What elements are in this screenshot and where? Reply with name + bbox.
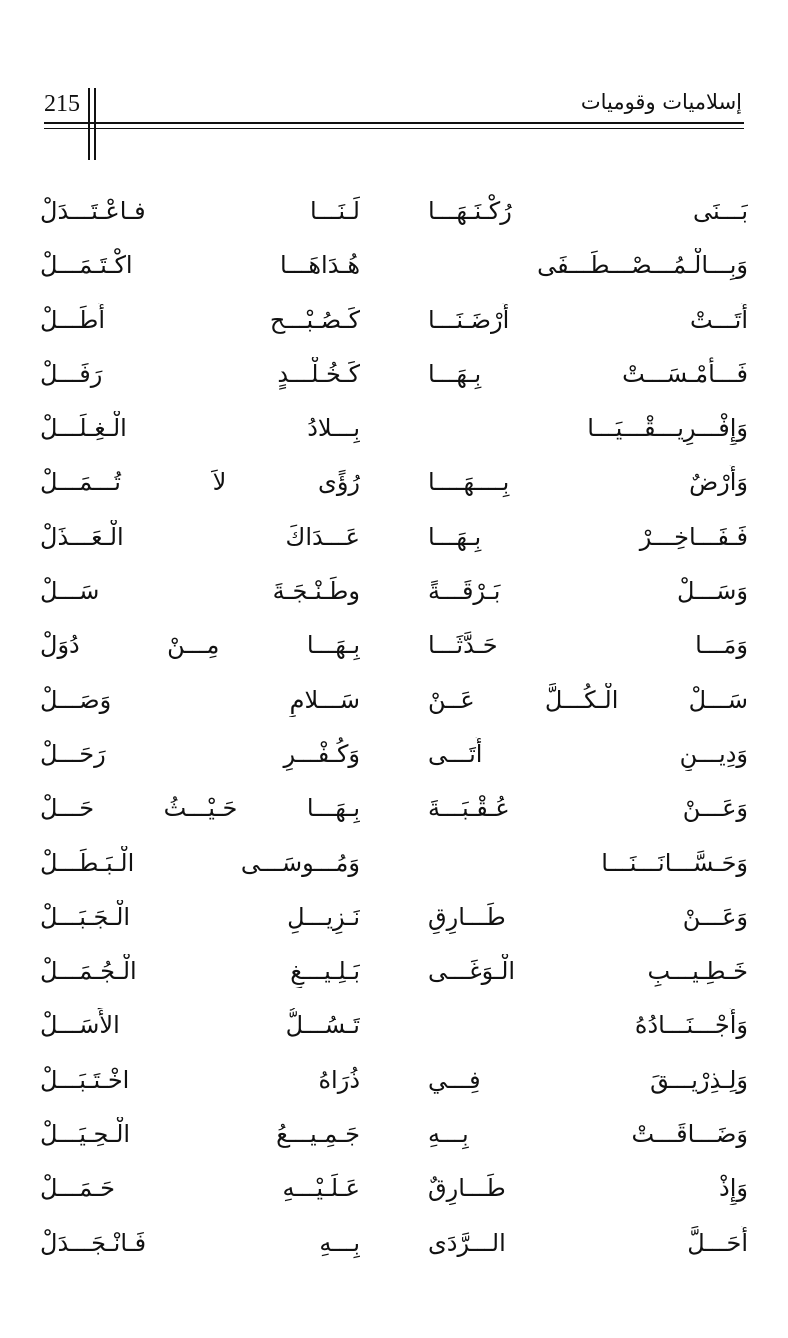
verse-line [40,188,748,242]
first-hemistich: وَأَرْضٌ بِــــهَــــا [428,468,748,497]
first-hemistich: وَعَـــنْ طَـــارِقٍ [428,902,748,931]
page-header [0,0,788,170]
second-hemistich: سَـــلامٍ وَصَـــلْ [40,685,360,714]
first-hemistich: وَعَـــنْ عُـقْـبَـــةَ [428,794,748,823]
second-hemistich: وَمُـــوسَـــى الْـبَـطَـــلْ [40,848,360,877]
second-hemistich: وطَـنْـجَـةَ سَـــلْ [40,577,360,606]
header-rule [44,122,744,129]
verse-line [40,242,748,296]
second-hemistich: نَـزِيـــلِ الْـجَـبَـــلْ [40,902,360,931]
first-hemistich: فَـفَـــاخِـــرْ بِـهَـــا [428,522,748,551]
second-hemistich: عَـلَـيْـــهِ حَـمَـــلْ [40,1174,360,1203]
second-hemistich: لَـنَـــا فـاعْـتَـــدَلْ [40,197,360,225]
verse-line [40,568,748,622]
verse-line [40,840,748,894]
second-hemistich: بَـلِـيـــغِ الْـجُـمَـــلْ [40,957,360,986]
verse-line [40,948,748,1002]
second-hemistich: عَـــدَاكَ الْـعَـــذَلْ [40,522,360,551]
first-hemistich: أَتَـــتْ أَرْضَـنَـــا [428,305,748,334]
header-vertical-rule [88,88,90,160]
first-hemistich: وَبِـــالْـمُـــصْـــطَـــفَى [537,251,748,280]
verse-line [40,785,748,839]
first-hemistich: وَأَجْـــنَـــادُهُ [634,1011,748,1040]
verse-line [40,894,748,948]
verse-line [40,1002,748,1056]
second-hemistich: جَـمِـيـــعُ الْـحِـيَـــلْ [40,1120,360,1149]
verse-line [40,1220,748,1274]
running-title: إسلاميات وقوميات [580,90,742,114]
first-hemistich: وَمَـــا حَـدَّثَـــا [428,631,748,660]
verse-line [40,1111,748,1165]
first-hemistich: فَـــأَمْـسَـــتْ بِـهَـــا [428,359,748,388]
second-hemistich: رُؤًى لاَ تُـــمَـــلْ [40,468,360,497]
first-hemistich: وَلِـذِرْيـــقَ فِـــي [428,1065,748,1094]
verse-line [40,1165,748,1219]
first-hemistich: وَإِفْـــرِيـــقْـــيَـــا [587,414,748,443]
second-hemistich: كَـصُـبْـــح أَطَـــلْ [40,305,360,334]
verse-line [40,622,748,676]
poem [40,188,748,1274]
first-hemistich: وَدِيـــنٍ أَتَـــى [428,739,748,768]
second-hemistich: كَـخُـلْـــدٍ رَفَـــلْ [40,359,360,388]
header-vertical-rule [94,88,96,160]
verse-line [40,459,748,513]
verse-line [40,677,748,731]
second-hemistich: بِـــلادُ الْـغِـلَـــلْ [40,414,360,443]
first-hemistich: وَضَـــاقَـــتْ بِـــهِ [428,1120,748,1149]
verse-line [40,405,748,459]
first-hemistich: سَـــلْ الْـكُـــلَّ عَــنْ [428,685,748,714]
first-hemistich: أَحَـــلَّ الـــرَّدَى [428,1228,748,1257]
verse-line [40,514,748,568]
first-hemistich: بَـــنَى رُكْـنَـهَـــا [428,197,748,225]
first-hemistich: وَإِذْ طَـــارِقٌ [428,1174,748,1203]
second-hemistich: ذُرَاهُ اخْـتَـبَـــلْ [40,1065,360,1094]
page-number: 215 [44,91,80,117]
first-hemistich: وَسَـــلْ بَـرْقَـــةً [428,577,748,606]
first-hemistich: خَـطِـيـــبِ الْـوَغَـــى [428,957,748,986]
second-hemistich: بِـهَـــا حَـيْـــثُ حَـــلْ [40,794,360,823]
second-hemistich: تَـسُـــلُّ الأَسَـــلْ [40,1011,360,1040]
verse-line [40,1057,748,1111]
first-hemistich: وَحَـسَّـــانَـــنَـــا [601,848,748,877]
verse-line [40,351,748,405]
second-hemistich: بِـهَـــا مِـــنْ دُوَلْ [40,631,360,660]
second-hemistich: وَكُـفْـــرٍ رَحَـــلْ [40,739,360,768]
second-hemistich: هُـدَاهَـــا اكْـتَـمَـــلْ [40,251,360,280]
second-hemistich: بِـــهِ فَـانْـجَـــدَلْ [40,1228,360,1257]
verse-line [40,297,748,351]
verse-line [40,731,748,785]
